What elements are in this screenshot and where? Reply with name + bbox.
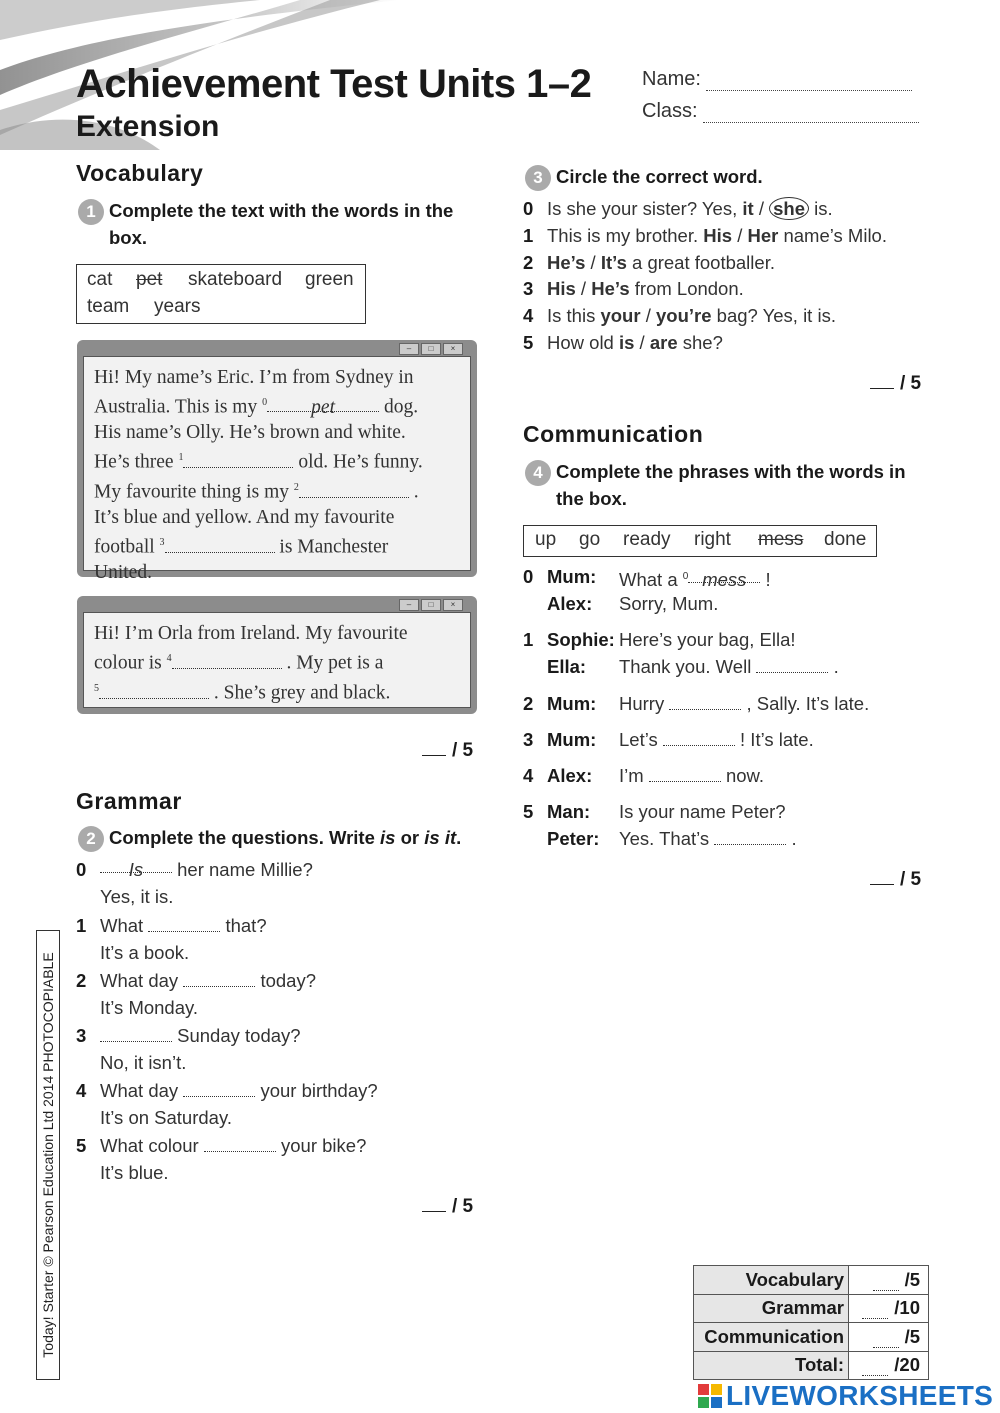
answer-gap[interactable]	[756, 656, 828, 673]
item-number: 2	[523, 251, 534, 273]
summary-row	[694, 1266, 929, 1295]
liveworksheets-logo-icon	[698, 1384, 722, 1408]
choice-option[interactable]: you’re	[655, 305, 712, 327]
orla-text	[94, 621, 408, 706]
speaker-label: Man:	[547, 801, 591, 822]
minimize-icon: –	[399, 343, 419, 355]
exercise-4-number: 4	[525, 460, 551, 486]
summary-label: Vocabulary	[694, 1266, 849, 1295]
circle-sentence: This is my brother. His / Her name’s Milo.	[547, 224, 887, 246]
minimize-icon: –	[399, 599, 419, 611]
item-number: 4	[523, 765, 534, 786]
word-box-item: up	[535, 529, 557, 550]
word-box-item: done	[824, 529, 867, 550]
exercise-4-instruction: Complete the phrases with the words in the box.	[556, 461, 906, 509]
item-number: 3	[76, 1025, 87, 1046]
word-box-item: cat	[87, 269, 113, 290]
answer-gap[interactable]	[714, 828, 786, 845]
answer-gap[interactable]	[663, 729, 735, 746]
item-number: 2	[76, 970, 87, 991]
choice-option[interactable]: It’s	[600, 251, 627, 273]
speaker-label: Mum:	[547, 693, 597, 714]
grammar-reply: Yes, it is.	[100, 886, 174, 907]
page-subtitle: Extension	[76, 110, 220, 143]
circle-sentence: His / He’s from London.	[547, 278, 744, 300]
circle-score: / 5	[870, 373, 921, 395]
text-line: It’s blue and yellow. And my favourite	[94, 506, 395, 528]
eric-text	[94, 365, 423, 585]
choice-option[interactable]: He’s	[547, 251, 586, 273]
speaker-label: Peter:	[547, 828, 600, 849]
dialogue-line	[523, 762, 923, 789]
answer-gap[interactable]	[649, 765, 721, 782]
score-blank[interactable]	[873, 1333, 899, 1348]
text-line: Hi! My name’s Eric. I’m from Sydney in	[94, 367, 414, 388]
circle-item	[523, 195, 923, 222]
answer-gap-0: pet	[267, 395, 379, 412]
summary-value: /5	[849, 1323, 929, 1352]
summary-label: Total:	[694, 1351, 849, 1380]
score-blank[interactable]	[422, 1211, 446, 1212]
item-number: 5	[523, 801, 534, 822]
communication-item	[523, 563, 923, 617]
answer-gap[interactable]	[148, 915, 220, 932]
item-number: 4	[76, 1080, 87, 1101]
summary-row	[694, 1351, 929, 1380]
grammar-question: Is her name Millie?	[100, 856, 476, 883]
item-number: 1	[523, 629, 534, 650]
circle-item	[523, 249, 923, 276]
grammar-item	[76, 1077, 476, 1131]
vocabulary-heading: Vocabulary	[76, 160, 204, 186]
speaker-label: Sophie:	[547, 629, 615, 650]
dialogue-line	[523, 563, 923, 590]
summary-row	[694, 1323, 929, 1352]
answer-gap[interactable]	[100, 1025, 172, 1042]
word-box-item: green	[305, 269, 354, 290]
choice-option[interactable]: is	[618, 332, 635, 353]
choice-option[interactable]: it	[742, 198, 754, 219]
score-blank[interactable]	[873, 1276, 899, 1291]
circle-sentence: How old is / are she?	[547, 332, 723, 353]
dialogue-text: Yes. That’s .	[619, 828, 797, 849]
grammar-score: / 5	[422, 1196, 473, 1218]
grammar-question: What colour your bike?	[100, 1135, 367, 1156]
grammar-question: What day your birthday?	[100, 1080, 378, 1101]
exercise-3-number: 3	[525, 165, 551, 191]
dialogue-text: Is your name Peter?	[619, 801, 786, 822]
circle-item	[523, 275, 923, 302]
text-line: United.	[94, 562, 152, 584]
grammar-reply: It’s a book.	[100, 942, 190, 963]
answer-gap: Is	[100, 856, 172, 873]
window-controls	[399, 599, 463, 609]
item-number: 5	[76, 1135, 87, 1156]
exercise-1-instruction: Complete the text with the words in the box.	[109, 200, 454, 248]
circle-sentence: He’s / It’s a great footballer.	[547, 251, 775, 273]
word-box-item: go	[579, 529, 601, 550]
communication-score: / 5	[870, 869, 921, 891]
close-icon: ×	[443, 599, 463, 611]
choice-option[interactable]: His	[703, 224, 733, 246]
grammar-question: Sunday today?	[100, 1022, 476, 1049]
dialogue-text: Hurry , Sally. It’s late.	[619, 693, 870, 714]
close-icon: ×	[443, 343, 463, 355]
grammar-reply: No, it isn’t.	[100, 1052, 187, 1073]
name-input-line[interactable]	[706, 72, 912, 91]
text-window-orla	[77, 596, 477, 714]
communication-item	[523, 726, 923, 753]
summary-label: Communication	[694, 1323, 849, 1352]
text-line: His name’s Olly. He’s brown and white.	[94, 422, 406, 444]
speaker-label: Mum:	[547, 729, 597, 750]
grammar-item	[76, 967, 476, 1021]
grammar-heading: Grammar	[76, 788, 182, 814]
item-number: 4	[523, 305, 534, 327]
text-line: Hi! I’m Orla from Ireland. My favourite	[94, 623, 408, 644]
answer-gap[interactable]	[183, 1080, 255, 1097]
liveworksheets-logo: LIVEWORKSHEETS	[698, 1380, 993, 1412]
communication-item	[523, 798, 923, 852]
item-number: 3	[523, 729, 534, 750]
text-line: He’s three $^1$ old. He’s funny.	[94, 451, 423, 473]
choice-option[interactable]: His	[547, 278, 576, 300]
answer-gap-5[interactable]	[99, 682, 209, 699]
word-box-item: skateboard	[188, 269, 283, 290]
text-window-eric	[77, 340, 477, 584]
item-number: 0	[523, 198, 534, 219]
grammar-question: What that?	[100, 915, 267, 936]
word-box-item: ready	[623, 529, 671, 550]
text-line: My favourite thing is my $^2$ .	[94, 481, 419, 503]
score-blank[interactable]	[870, 388, 894, 389]
class-label: Class:	[642, 100, 698, 122]
word-box-item: years	[154, 296, 201, 317]
communication-item	[523, 690, 923, 717]
speaker-label: Mum:	[547, 566, 597, 587]
dialogue-text: What a $^0$ mess !	[619, 563, 771, 593]
name-label: Name:	[642, 68, 701, 90]
communication-word-box	[523, 525, 877, 557]
page-title: Achievement Test Units 1–2	[76, 62, 592, 106]
item-number: 0	[523, 566, 534, 587]
answer-gap[interactable]	[183, 970, 255, 987]
text-line: football $^3$ is Manchester	[94, 536, 389, 558]
item-number: 1	[523, 224, 534, 246]
circle-item	[523, 302, 923, 329]
choice-option[interactable]: are	[649, 332, 678, 353]
communication-heading: Communication	[523, 421, 704, 447]
grammar-reply: It’s blue.	[100, 1162, 169, 1183]
grammar-question: What day today?	[100, 970, 316, 991]
class-field	[642, 100, 919, 123]
speaker-label: Ella:	[547, 656, 587, 677]
maximize-icon: □	[421, 599, 441, 611]
summary-row	[694, 1294, 929, 1323]
text-line: $^5$ . She’s grey and black.	[94, 682, 391, 704]
dialogue-line	[523, 726, 923, 753]
item-number: 3	[523, 278, 534, 300]
item-number: 1	[76, 915, 87, 936]
word-box-item-crossed: pet	[136, 269, 163, 290]
dialogue-line	[523, 798, 923, 825]
circle-sentence: Is she your sister? Yes, it / she is.	[547, 198, 833, 219]
dialogue-text: Let’s ! It’s late.	[619, 729, 814, 750]
summary-value: /20	[849, 1351, 929, 1380]
circle-sentence: Is this your / you’re bag? Yes, it is.	[547, 305, 836, 327]
score-summary-table	[693, 1265, 929, 1380]
name-field	[642, 68, 912, 91]
exercise-3-instruction: Circle the correct word.	[556, 166, 763, 187]
item-number: 5	[523, 332, 534, 353]
dialogue-text: Sorry, Mum.	[619, 593, 719, 614]
choice-option[interactable]: Her	[747, 224, 779, 246]
exercise-1-number: 1	[78, 199, 104, 225]
dialogue-line	[523, 626, 923, 653]
grammar-item	[76, 1132, 476, 1186]
choice-option-circled[interactable]: she	[769, 197, 809, 220]
text-line: Australia. This is my $^0$ pet dog.	[94, 396, 419, 418]
answer-gap-2[interactable]	[299, 481, 409, 498]
summary-label: Grammar	[694, 1294, 849, 1323]
answer-gap-4[interactable]	[172, 652, 282, 669]
dialogue-text: I’m now.	[619, 765, 765, 786]
answer-gap[interactable]	[204, 1135, 276, 1152]
dialogue-line	[523, 590, 923, 617]
exercise-2-number: 2	[78, 826, 104, 852]
copyright-notice: Today! Starter © Pearson Education Ltd 2014 PHOTOCOPIABLE	[36, 930, 60, 1380]
window-controls	[399, 343, 463, 353]
speaker-label: Alex:	[547, 765, 593, 786]
exercise-2-instruction: Complete the questions. Write is or is it.	[109, 827, 462, 848]
answer-gap-1[interactable]	[183, 451, 293, 468]
word-box-item-crossed: mess	[758, 529, 804, 550]
score-blank[interactable]	[862, 1304, 888, 1319]
word-box-item: team	[87, 296, 130, 317]
circle-item	[523, 222, 923, 249]
choice-option[interactable]: He’s	[591, 278, 630, 300]
answer-gap-3[interactable]	[165, 536, 275, 553]
answer-gap: mess	[688, 566, 760, 583]
communication-item	[523, 626, 923, 680]
dialogue-line	[523, 653, 923, 680]
grammar-reply: It’s Monday.	[100, 997, 199, 1018]
communication-item	[523, 762, 923, 789]
score-blank[interactable]	[422, 755, 446, 756]
text-line: colour is $^4$ . My pet is a	[94, 652, 384, 674]
grammar-item	[76, 912, 476, 966]
dialogue-line	[523, 690, 923, 717]
dialogue-line	[523, 825, 923, 852]
dialogue-text: Here’s your bag, Ella!	[619, 629, 796, 650]
grammar-item	[76, 1022, 476, 1076]
score-blank[interactable]	[862, 1361, 888, 1376]
item-number: 2	[523, 693, 534, 714]
dialogue-text: Thank you. Well .	[619, 656, 839, 677]
class-input-line[interactable]	[703, 104, 919, 123]
grammar-reply: It’s on Saturday.	[100, 1107, 232, 1128]
answer-gap[interactable]	[669, 693, 741, 710]
item-number: 0	[76, 859, 87, 880]
speaker-label: Alex:	[547, 593, 593, 614]
maximize-icon: □	[421, 343, 441, 355]
summary-value: /10	[849, 1294, 929, 1323]
score-blank[interactable]	[870, 884, 894, 885]
circle-item	[523, 329, 923, 356]
vocabulary-score: / 5	[422, 740, 473, 762]
summary-value: /5	[849, 1266, 929, 1295]
vocabulary-word-box	[76, 264, 366, 324]
choice-option[interactable]: your	[600, 305, 641, 327]
word-box-item: right	[694, 529, 731, 550]
grammar-item	[76, 856, 476, 910]
